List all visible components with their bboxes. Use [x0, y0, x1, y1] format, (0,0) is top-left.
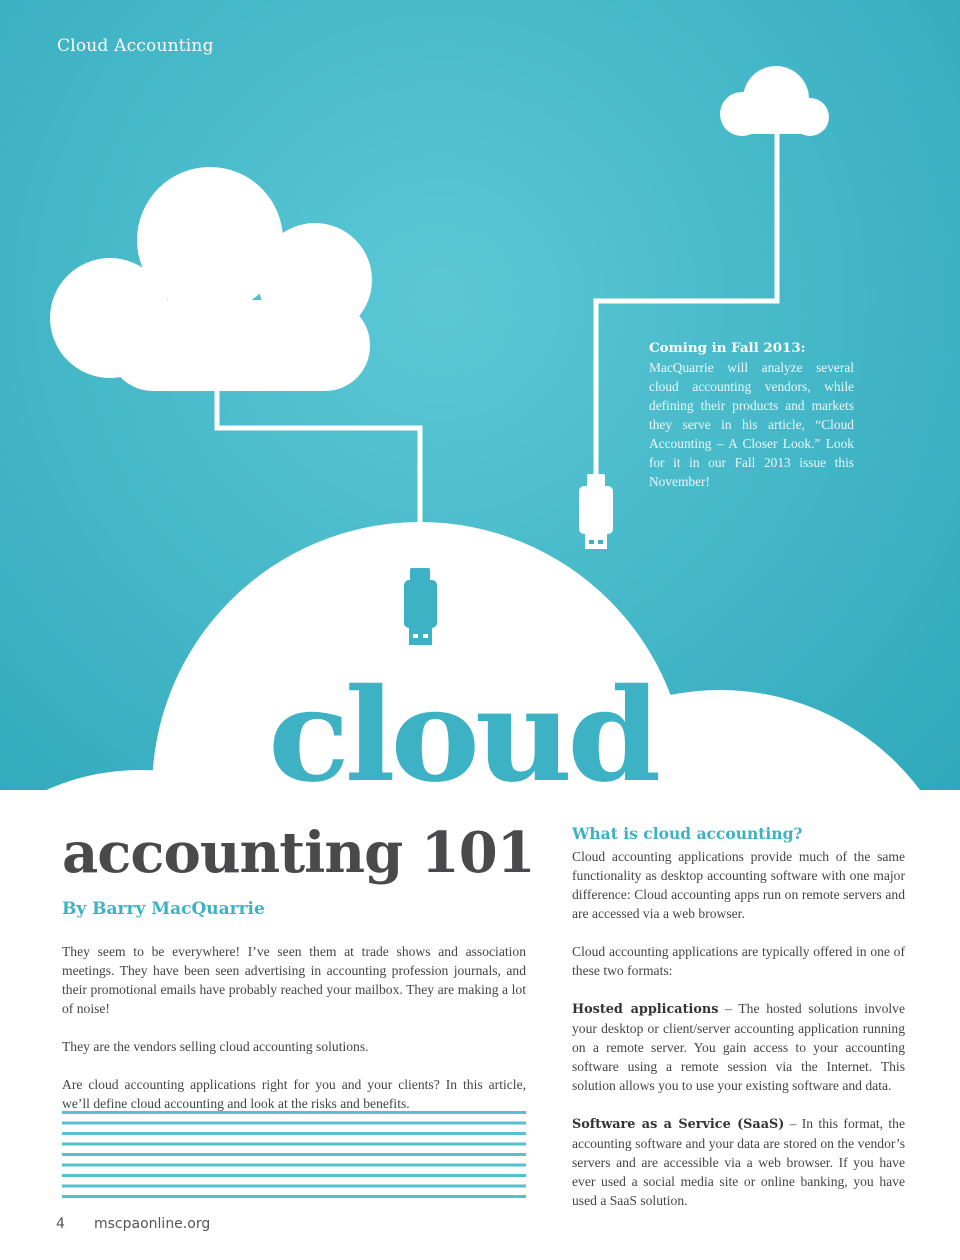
intro-column [62, 942, 526, 1132]
footer-site: mscpaonline.org [94, 1216, 211, 1232]
byline: By Barry MacQuarrie [62, 899, 265, 919]
coming-soon-body: MacQuarrie will analyze several cloud accounting vendors, while defining their products and markets they serve in his article, “Cloud Accounting – A Closer Look.” Look for it in our Fall 2013 issue this November! [649, 360, 854, 489]
definition-column [572, 823, 905, 1229]
definition-paragraph: Cloud accounting applications provide much of the same functionality as desktop accounting software with one major difference: Cloud accounting apps run on remote servers and are accessed via a web browser. [572, 849, 905, 921]
page-number: 4 [56, 1216, 65, 1232]
section-heading: What is cloud accounting? [572, 824, 803, 843]
hosted-paragraph [572, 999, 905, 1095]
formats-paragraph: Cloud accounting applications are typically offered in one of these two formats: [572, 944, 905, 978]
intro-paragraph: Are cloud accounting applications right for you and your clients? In this article, we’ll define cloud accounting and look at the risks and benefits. [62, 1077, 526, 1111]
decorative-stripes [62, 1111, 526, 1205]
coming-soon-note [649, 339, 854, 491]
intro-paragraph: They are the vendors selling cloud accounting solutions. [62, 1039, 369, 1054]
saas-paragraph [572, 1114, 905, 1210]
title-accounting-101: accounting 101 [62, 820, 535, 886]
section-label: Cloud Accounting [57, 36, 214, 56]
saas-term: Software as a Service (SaaS) [572, 1117, 785, 1132]
hosted-text: – The hosted solutions involve your desktop or client/server accounting application running on a remote server. You gain access to your accounting software using a remote session via the Internet. This solution allows you to use your existing software and data. [572, 1001, 905, 1093]
saas-text: – In this format, the accounting software and your data are stored on the vendor’s servers and are accessible via a web browser. If you have ever used a social media site or online banking, you have used a SaaS solution. [572, 1116, 905, 1208]
coming-soon-heading: Coming in Fall 2013: [649, 340, 806, 356]
title-word-cloud: cloud [268, 661, 656, 811]
hosted-term: Hosted applications [572, 1002, 719, 1017]
intro-paragraph: They seem to be everywhere! I’ve seen them at trade shows and association meetings. They have been seen advertising in accounting profession journals, and their promotional emails have probably reached your mailbox. They are making a lot of noise! [62, 944, 526, 1016]
